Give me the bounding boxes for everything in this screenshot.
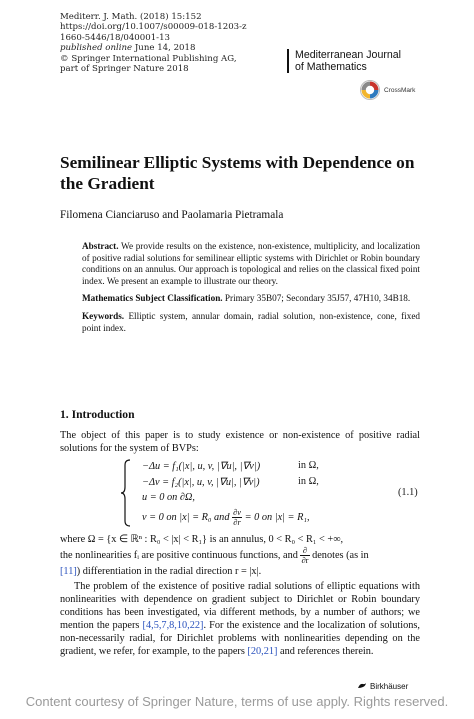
abstract-paragraph bbox=[82, 241, 420, 287]
keywords-text: Elliptic system, annular domain, radial solution, non-existence, cone, fixed point index. bbox=[82, 310, 420, 333]
birkhauser-bird-icon bbox=[357, 681, 367, 691]
footer-notice: Content courtesy of Springer Nature, terms of use apply. Rights reserved. bbox=[25, 694, 449, 709]
equation-line-4-part-b: = 0 on |x| = R₁, bbox=[244, 511, 310, 523]
para2-text-b: . For the existence and the localization of solutions, non-necessarily radial, for Dirichlet problems with nonlinearities depending on the gradient, we refer, for example, to the papers bbox=[60, 620, 420, 657]
equation-line-4 bbox=[142, 508, 310, 527]
meta-doi[interactable]: https://doi.org/10.1007/s00009-018-1203-z bbox=[60, 22, 247, 33]
publication-meta bbox=[60, 12, 247, 74]
article-authors: Filomena Cianciaruso and Paolamaria Pietramala bbox=[60, 209, 284, 221]
meta-copyright-2: part of Springer Nature 2018 bbox=[60, 64, 189, 75]
journal-name-box bbox=[287, 49, 445, 73]
equation-line-2: −Δv = f₂(|x|, u, v, |∇u|, |∇v|) bbox=[142, 477, 260, 488]
msc-label: Mathematics Subject Classification. bbox=[82, 293, 223, 304]
fraction-numerator: ∂ bbox=[300, 546, 309, 556]
citation-link[interactable]: [4,5,7,8,10,22] bbox=[142, 620, 204, 631]
abstract-text: We provide results on the existence, non-existence, multiplicity, and localization of positive radial solutions for semilinear elliptic systems with Dirichlet or Robin boundary conditions on an annulus. Our approach is topological and relies on the classical fixed point index. We present an example to illustrate our theory. bbox=[82, 241, 420, 286]
abstract-label: Abstract. bbox=[82, 241, 119, 251]
equation-line-1-domain: in Ω, bbox=[298, 460, 319, 471]
publisher-name: Birkhäuser bbox=[370, 681, 409, 691]
meta-citation: Mediterr. J. Math. (2018) 15:152 bbox=[60, 12, 202, 22]
equation-line-2-domain: in Ω, bbox=[298, 476, 319, 487]
where-clause bbox=[60, 533, 420, 578]
nonlinearities-text-b: denotes (as in bbox=[312, 549, 369, 561]
equation-line-4-part-a: v = 0 on |x| = R₀ and bbox=[142, 511, 230, 523]
where-line: where Ω = {x ∈ ℝⁿ : R₀ < |x| < R₁} is an annulus, 0 < R₀ < R₁ < +∞, bbox=[60, 534, 344, 545]
differentiation-text: ) differentiation in the radial direction r = |x|. bbox=[76, 566, 262, 577]
equation-line-3: u = 0 on ∂Ω, bbox=[142, 492, 195, 503]
fraction-denominator: ∂r bbox=[233, 517, 241, 527]
citation-link[interactable]: [20,21] bbox=[247, 646, 278, 657]
crossmark-icon bbox=[360, 80, 380, 100]
nonlinearities-text-a: the nonlinearities fᵢ are positive continuous functions, and bbox=[60, 549, 298, 561]
crossmark-label: CrossMark bbox=[384, 86, 416, 94]
publisher-logo bbox=[357, 681, 408, 691]
equation-line-1: −Δu = f₁(|x|, u, v, |∇u|, |∇v|) bbox=[142, 461, 261, 472]
journal-name-line2: of Mathematics bbox=[295, 61, 367, 73]
meta-copyright: © Springer International Publishing AG, bbox=[60, 53, 237, 64]
equation-system bbox=[120, 459, 430, 527]
keywords-label: Keywords. bbox=[82, 310, 125, 321]
journal-name-line1: Mediterranean Journal bbox=[295, 49, 401, 61]
differentiation-line bbox=[60, 565, 420, 578]
meta-published-label: published online bbox=[60, 43, 133, 54]
keywords-paragraph bbox=[82, 311, 420, 334]
meta-published-date: June 14, 2018 bbox=[134, 43, 196, 54]
section-heading-introduction: 1. Introduction bbox=[60, 408, 135, 421]
fraction-numerator: ∂v bbox=[233, 507, 242, 517]
para2-text-a: The problem of the existence of positive radial solutions of elliptic equations with nonlinearities with dependence on gradient subject to Dirichlet or Robin boundary conditions has been investigated, via different methods, by a number of authors; we mention the papers bbox=[60, 581, 420, 631]
meta-published bbox=[60, 43, 247, 53]
meta-issn: 1660-5446/18/040001-13 bbox=[60, 32, 171, 43]
msc-paragraph bbox=[82, 293, 420, 305]
intro-paragraph-2 bbox=[60, 580, 420, 658]
intro-paragraph-1: The object of this paper is to study existence or non-existence of positive radial solutions for the system of BVPs: bbox=[60, 430, 420, 454]
para2-text-c: and references therein. bbox=[277, 646, 374, 657]
equation-number: (1.1) bbox=[398, 487, 418, 498]
abstract-block bbox=[82, 241, 420, 340]
nonlinearities-line bbox=[60, 546, 420, 565]
article-title: Semilinear Elliptic Systems with Dependence on the Gradient bbox=[60, 153, 415, 193]
msc-text: Primary 35B07; Secondary 35J57, 47H10, 34B18. bbox=[224, 293, 411, 304]
fraction-denominator: ∂r bbox=[301, 555, 309, 565]
partial-r-fraction bbox=[300, 546, 309, 565]
left-brace-icon bbox=[120, 459, 132, 527]
partial-v-fraction bbox=[232, 508, 242, 527]
crossmark-badge[interactable] bbox=[360, 80, 415, 100]
citation-link[interactable]: [11] bbox=[60, 566, 77, 577]
